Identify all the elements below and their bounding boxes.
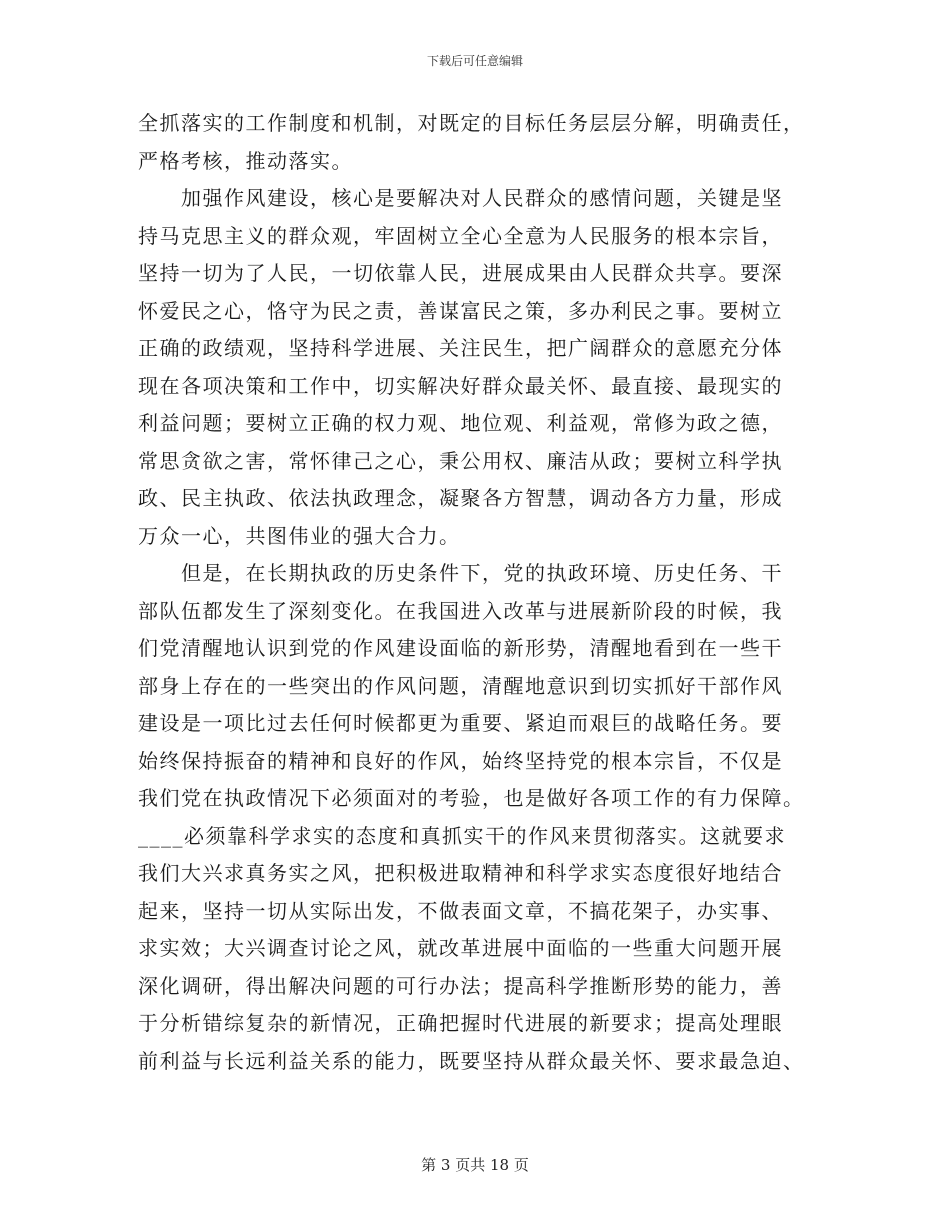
document-body [138, 105, 814, 1080]
text-line: 正确的政绩观，坚持科学进展、关注民生，把广阔群众的意愿充分体 [138, 336, 783, 360]
text-line: 前利益与长远利益关系的能力，既要坚持从群众最关怀、要求最急迫、 [138, 1048, 805, 1073]
text-line: ____必须靠科学求实的态度和真抓实干的作风来贯彻落实。这就要求 [138, 823, 786, 848]
text-line: 深化调研，得出解决问题的可行办法；提高科学推断形势的能力，善 [138, 973, 783, 998]
text-line: 求实效；大兴调查讨论之风，就改革进展中面临的一些重大问题开展 [138, 936, 783, 960]
text-line: 部身上存在的一些突出的作风问题，清醒地意识到切实抓好干部作风 [138, 673, 783, 698]
text-line: 起来，坚持一切从实际出发，不做表面文章，不搞花架子，办实事、 [138, 898, 783, 923]
page-number-footer: 第 3 页共 18 页 [421, 1156, 529, 1174]
text-line: 始终保持振奋的精神和良好的作风，始终坚持党的根本宗旨，不仅是 [138, 748, 783, 773]
text-line: 全抓落实的工作制度和机制，对既定的目标任务层层分解，明确责任， [138, 111, 805, 135]
text-line: 我们大兴求真务实之风，把积极进取精神和科学求实态度很好地结合 [138, 861, 783, 885]
text-line: 但是，在长期执政的历史条件下，党的执政环境、历史任务、干 [138, 561, 783, 585]
page-header: 下载后可任意编辑 [426, 54, 523, 68]
text-line: 部队伍都发生了深刻变化。在我国进入改革与进展新阶段的时候，我 [138, 598, 783, 623]
text-line: 现在各项决策和工作中，切实解决好群众最关怀、最直接、最现实的 [138, 373, 783, 398]
text-line: 万众一心，共图伟业的强大合力。 [138, 523, 461, 548]
text-line: 常思贪欲之害，常怀律己之心，秉公用权、廉洁从政；要树立科学执 [138, 448, 783, 473]
text-line: 怀爱民之心，恪守为民之责，善谋富民之策，多办利民之事。要树立 [138, 298, 783, 323]
text-line: 持马克思主义的群众观，牢固树立全心全意为人民服务的根本宗旨， [138, 223, 783, 248]
text-line: 利益问题；要树立正确的权力观、地位观、利益观，常修为政之德， [138, 411, 783, 435]
text-line: 加强作风建设，核心是要解决对人民群众的感情问题，关键是坚 [138, 186, 783, 210]
text-line: 坚持一切为了人民，一切依靠人民，进展成果由人民群众共享。要深 [138, 261, 783, 285]
text-line: 建设是一项比过去任何时候都更为重要、紧迫而艰巨的战略任务。要 [138, 711, 783, 735]
text-line: 于分析错综复杂的新情况，正确把握时代进展的新要求；提高处理眼 [138, 1011, 783, 1035]
text-line: 政、民主执政、依法执政理念，凝聚各方智慧，调动各方力量，形成 [138, 486, 783, 510]
text-line: 我们党在执政情况下必须面对的考验，也是做好各项工作的有力保障。 [138, 786, 805, 810]
text-line: 们党清醒地认识到党的作风建设面临的新形势，清醒地看到在一些干 [138, 636, 783, 660]
text-line: 严格考核，推动落实。 [138, 148, 353, 173]
